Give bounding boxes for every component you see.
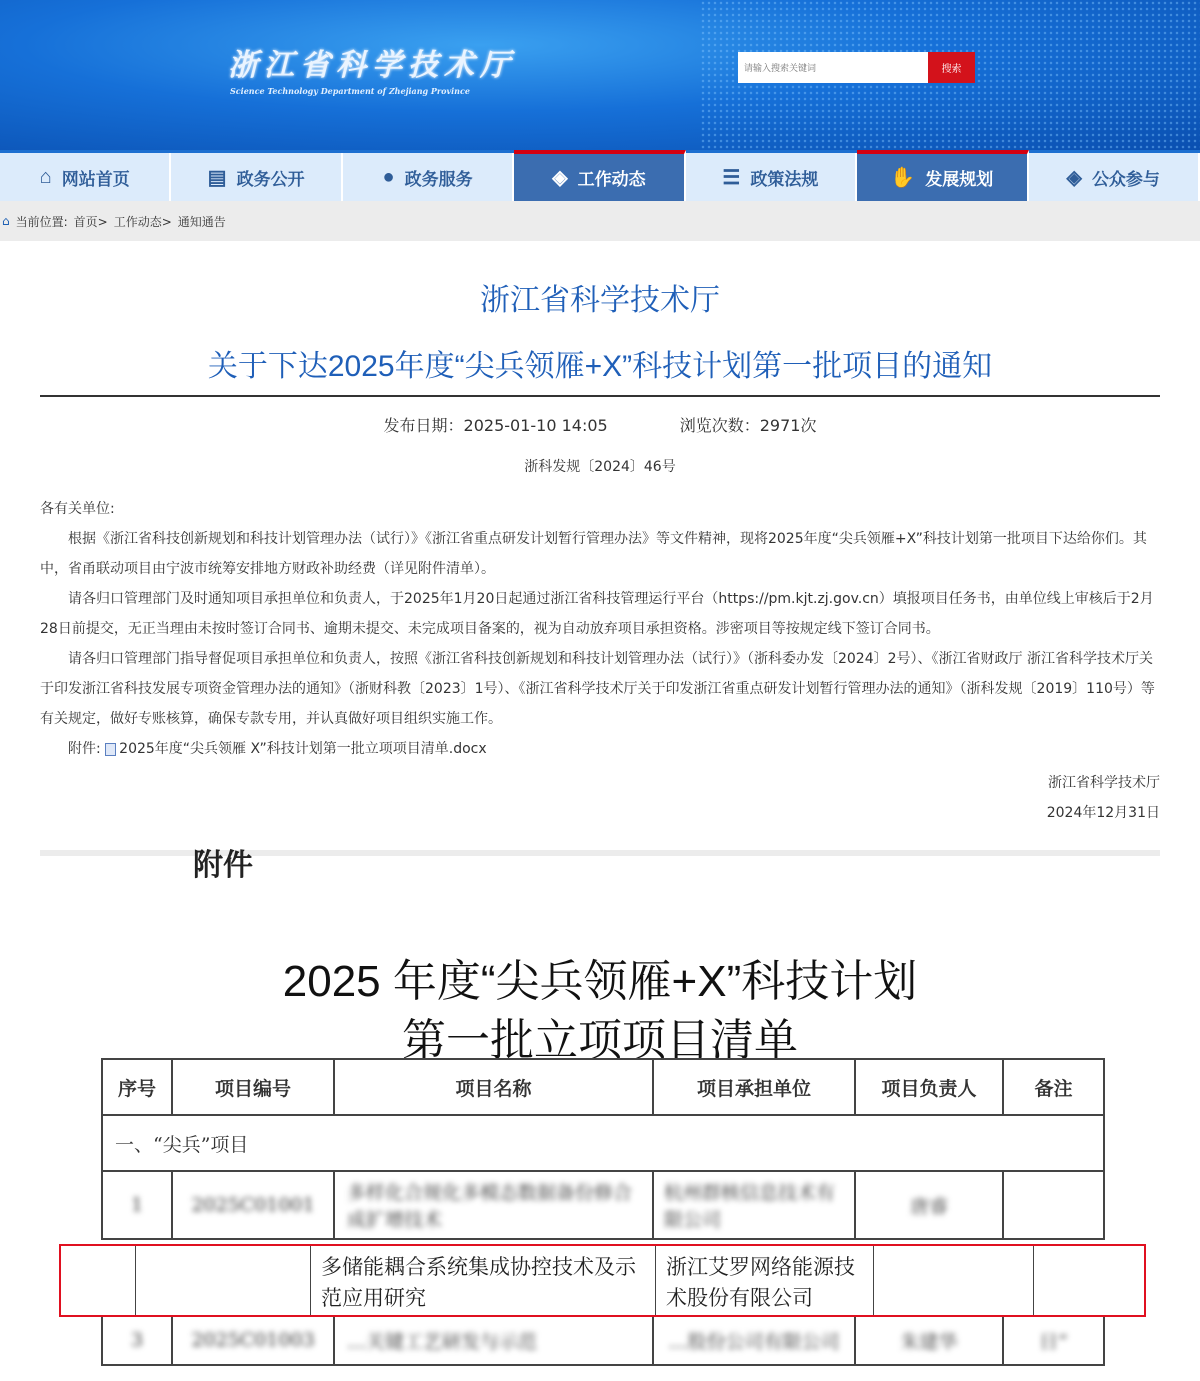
cell: 2025C01003	[172, 1315, 334, 1365]
breadcrumb-home[interactable]: 首页>	[73, 214, 108, 229]
diamond-icon: ◈	[552, 167, 568, 189]
table-row	[102, 1315, 1104, 1365]
nav-planning[interactable]	[857, 150, 1028, 201]
nav-label: 网站首页	[61, 169, 130, 189]
section-label: 一、“尖兵”项目	[102, 1115, 1104, 1171]
nav-gov-services[interactable]	[343, 153, 514, 201]
nav-gov-affairs[interactable]	[171, 153, 342, 201]
search-input[interactable]	[738, 52, 928, 83]
document-number: 浙科发规〔2024〕46号	[524, 459, 676, 475]
cell	[1003, 1171, 1104, 1239]
nav-work-news[interactable]	[514, 150, 685, 201]
project-table	[101, 1058, 1105, 1366]
home-icon: ⌂	[39, 165, 52, 188]
breadcrumb-work-news[interactable]: 工作动态>	[113, 214, 172, 229]
paragraph: 请各归口管理部门指导督促项目承担单位和负责人，按照《浙江省科技创新规划和科技计划管理办法（试行）》（浙科委办发〔2024〕2号）、《浙江省财政厅 浙江省科学技术厅关于印发浙江省科技发展专项资金管理办法的通知》（浙财科教〔2023〕1号）、《浙江省科学技术厅关于印发浙江省重点研发计划暂行管理办法的通知》（浙科发规〔2019〕110号）等有关规定，做好专账核算，确保专款专用，并认真做好项目组织实施工作。	[40, 651, 1155, 727]
article-body	[40, 494, 1160, 828]
highlighted-row	[59, 1244, 1146, 1317]
redacted-cell	[1034, 1246, 1144, 1315]
docx-file-icon	[105, 743, 116, 756]
article-meta	[0, 413, 1200, 436]
attachment-heading: 附件	[193, 848, 253, 883]
logo[interactable]: 浙江省科学技术厅	[228, 48, 516, 83]
article-title-org: 浙江省科学技术厅	[480, 284, 720, 317]
nav-label: 政策法规	[750, 169, 819, 189]
col-header: 项目名称	[334, 1059, 653, 1115]
chat-icon: ●	[382, 165, 395, 188]
attachment	[40, 734, 1160, 764]
cell: 杭州群核信息技术有限公司	[653, 1171, 855, 1239]
col-header: 项目负责人	[855, 1059, 1003, 1115]
col-header: 序号	[102, 1059, 172, 1115]
project-unit: 浙江艾罗网络能源技术股份有限公司	[656, 1246, 874, 1315]
cell: …关键工艺研发与示范	[334, 1315, 653, 1365]
cell: 1	[102, 1171, 172, 1239]
nav-label: 公众参与	[1091, 169, 1160, 189]
paragraph: 请各归口管理部门及时通知项目承担单位和负责人，于2025年1月20日起通过浙江省科技管理运行平台（https://pm.kjt.zj.gov.cn）填报项目任务书，由单位线上审核后于2月28日前提交，无正当理由未按时签订合同书、逾期未提交、未完成项目备案的，视为自动放弃项目承担资格。涉密项目等按规定线下签订合同书。	[40, 591, 1154, 637]
cell: 朱建华	[855, 1315, 1003, 1365]
sign-date: 2024年12月31日	[1046, 805, 1160, 821]
document-icon: ▤	[207, 166, 227, 189]
cell: 日”	[1003, 1315, 1104, 1365]
cell: 多样化合规化多模态数据备份修合成扩增技术	[334, 1171, 653, 1239]
publish-date: 发布日期：2025-01-10 14:05	[383, 416, 608, 435]
salutation: 各有关单位:	[40, 501, 115, 517]
search-button[interactable]: 搜索	[928, 52, 975, 83]
col-header: 项目承担单位	[653, 1059, 855, 1115]
divider	[40, 395, 1160, 397]
nav-label: 发展规划	[925, 170, 994, 189]
article-title: 关于下达2025年度“尖兵领雁+X”科技计划第一批项目的通知	[207, 350, 993, 383]
list-icon: ☰	[722, 166, 741, 189]
table-header	[102, 1059, 1104, 1115]
nav-label: 政务服务	[404, 169, 473, 189]
header-banner	[0, 0, 1200, 150]
section-row	[102, 1115, 1104, 1171]
main-nav	[0, 150, 1200, 201]
attachment-link[interactable]: 2025年度“尖兵领雁 X”科技计划第一批立项项目清单.docx	[119, 741, 487, 757]
nav-public[interactable]	[1029, 153, 1200, 201]
home-icon: ⌂	[2, 214, 10, 228]
breadcrumb-label: 当前位置:	[15, 214, 68, 229]
nav-label: 工作动态	[577, 170, 646, 189]
nav-home[interactable]	[0, 153, 171, 201]
breadcrumb	[0, 201, 1200, 241]
paragraph: 根据《浙江省科技创新规划和科技计划管理办法（试行）》《浙江省重点研发计划暂行管理办法》等文件精神，现将2025年度“尖兵领雁+X”科技计划第一批项目下达给你们。其中，省甬联动项目由宁波市统筹安排地方财政补助经费（详见附件清单）。	[40, 531, 1147, 577]
nav-policies[interactable]	[686, 153, 857, 201]
nav-label: 政务公开	[236, 169, 305, 189]
cell: …股份公司有限公司	[653, 1315, 855, 1365]
col-header: 备注	[1003, 1059, 1104, 1115]
signer: 浙江省科学技术厅	[1048, 775, 1160, 791]
table-row	[102, 1171, 1104, 1239]
attachment-title: 2025 年度“尖兵领雁+X”科技计划	[282, 957, 918, 1006]
col-header: 项目编号	[172, 1059, 334, 1115]
redacted-cell	[136, 1246, 311, 1315]
view-count: 浏览次数：2971次	[679, 416, 817, 435]
cell: 唐睿	[855, 1171, 1003, 1239]
attachment-label: 附件:	[68, 741, 101, 757]
search-box	[738, 52, 975, 83]
breadcrumb-notices[interactable]: 通知通告	[177, 214, 226, 229]
cell: 3	[102, 1315, 172, 1365]
diamond-icon: ◈	[1066, 166, 1082, 189]
attachment-subtitle: 第一批立项项目清单	[402, 1016, 798, 1065]
handshake-icon: ✋	[890, 167, 916, 189]
cell: 2025C01001	[172, 1171, 334, 1239]
project-name: 多储能耦合系统集成协控技术及示范应用研究	[311, 1246, 656, 1315]
logo-subtitle: Science Technology Department of Zhejiang Province	[230, 86, 470, 96]
redacted-cell	[61, 1246, 136, 1315]
redacted-cell	[874, 1246, 1034, 1315]
